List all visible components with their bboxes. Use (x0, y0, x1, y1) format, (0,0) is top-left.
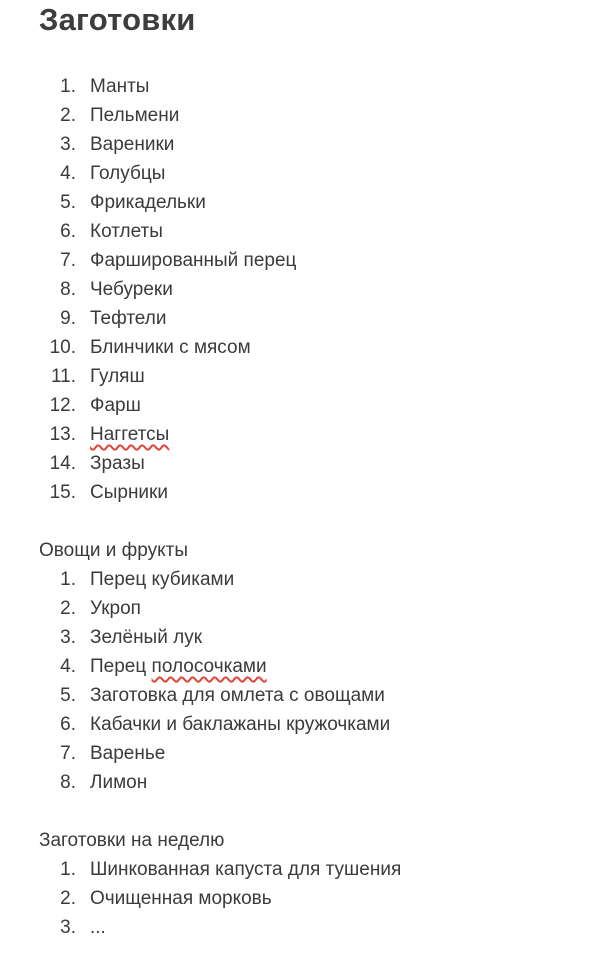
list-number: 1. (60, 569, 76, 590)
list-number: 4. (60, 656, 76, 677)
list-number: 8. (60, 279, 76, 300)
list-number: 5. (60, 685, 76, 706)
section-heading-weekly[interactable]: Заготовки на неделю (39, 830, 225, 851)
list-number: 6. (60, 714, 76, 735)
list-item-text[interactable]: Фарш (90, 395, 141, 416)
list-item-text-misspelled[interactable]: Наггетсы (90, 424, 170, 445)
list-number: 7. (60, 250, 76, 271)
list-number: 5. (60, 192, 76, 213)
misspelled-word[interactable]: полосочками (151, 656, 267, 677)
list-item-text[interactable]: Голубцы (90, 163, 166, 184)
list-item-text[interactable]: Чебуреки (90, 279, 173, 300)
list-item-text[interactable]: Зразы (90, 453, 145, 474)
list-number: 6. (60, 221, 76, 242)
list-item-text[interactable]: Очищенная морковь (90, 888, 272, 909)
list-number: 12. (49, 395, 76, 416)
list-item-text[interactable]: Варенье (90, 743, 166, 764)
note-title[interactable]: Заготовки (39, 2, 196, 37)
list-item-text[interactable]: Кабачки и баклажаны кружочками (90, 714, 391, 735)
list-item-text[interactable]: Лимон (90, 772, 148, 793)
list-item-text[interactable]: Зелёный лук (90, 627, 203, 648)
list-number: 3. (60, 917, 76, 938)
list-number: 2. (60, 598, 76, 619)
list-item-text[interactable]: Шинкованная капуста для тушения (90, 859, 402, 880)
list-item-text[interactable]: Сырники (90, 482, 168, 503)
section-heading-vegetables[interactable]: Овощи и фрукты (39, 540, 189, 561)
list-item-text[interactable]: Фаршированный перец (90, 250, 297, 271)
list-item-text[interactable]: Фрикадельки (90, 192, 206, 213)
list-number: 2. (60, 105, 76, 126)
list-number: 7. (60, 743, 76, 764)
list-number: 3. (60, 134, 76, 155)
list-number: 9. (60, 308, 76, 329)
list-item-text[interactable]: ... (90, 917, 106, 938)
list-item-text[interactable]: Манты (90, 76, 150, 97)
list-item-text-part: Перец (90, 656, 152, 677)
list-item-text[interactable]: Тефтели (90, 308, 167, 329)
list-number: 4. (60, 163, 76, 184)
list-item-text[interactable] (90, 652, 267, 681)
list-number: 1. (60, 859, 76, 880)
list-number: 11. (50, 366, 76, 387)
list-item-text[interactable]: Перец кубиками (90, 569, 235, 590)
list-number: 14. (49, 453, 76, 474)
list-number: 3. (60, 627, 76, 648)
list-item-text[interactable]: Котлеты (90, 221, 163, 242)
list-number: 10. (49, 337, 76, 358)
list-item-text[interactable]: Укроп (90, 598, 141, 619)
list-number: 15. (49, 482, 76, 503)
list-number: 8. (60, 772, 76, 793)
list-item-text[interactable]: Пельмени (90, 105, 180, 126)
list-number: 2. (60, 888, 76, 909)
list-item-text[interactable]: Блинчики с мясом (90, 337, 251, 358)
list-item-text[interactable]: Вареники (90, 134, 175, 155)
list-item-text[interactable]: Гуляш (90, 366, 145, 387)
list-item-text[interactable]: Заготовка для омлета с овощами (90, 685, 385, 706)
list-number: 1. (60, 76, 76, 97)
list-number: 13. (49, 424, 76, 445)
